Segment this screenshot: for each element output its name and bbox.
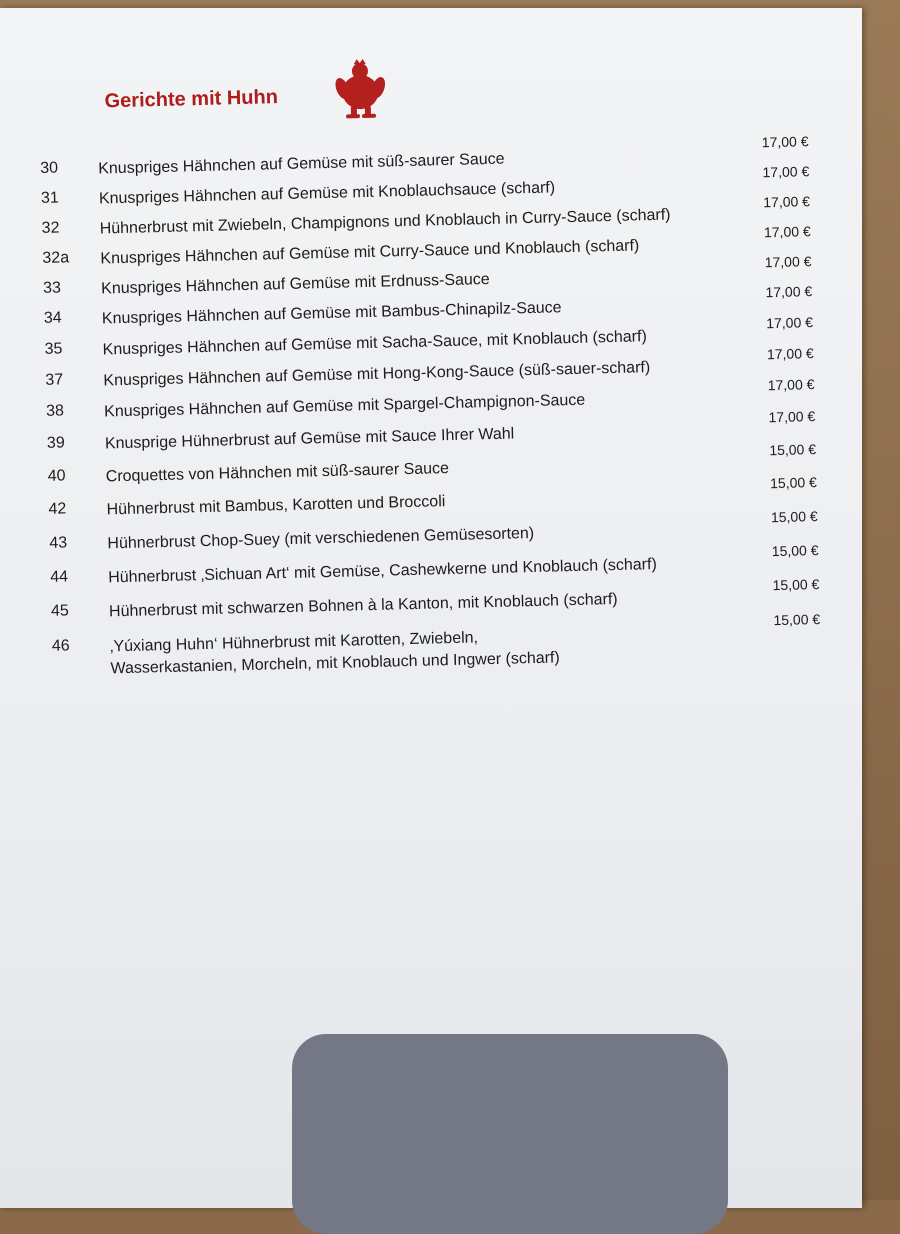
item-price: 17,00 € <box>764 253 812 271</box>
item-price: 17,00 € <box>763 223 811 241</box>
chicken-icon <box>332 57 389 120</box>
item-price: 17,00 € <box>767 376 815 394</box>
item-description: Croquettes von Hähnchen mit süß-saurer Sauce <box>105 460 450 486</box>
item-price: 17,00 € <box>765 283 813 301</box>
item-number: 34 <box>43 309 62 327</box>
item-description: Hühnerbrust Chop-Suey (mit verschiedenen Gemüsesorten) <box>107 524 535 553</box>
item-price: 17,00 € <box>762 163 810 181</box>
item-price: 17,00 € <box>766 345 814 363</box>
item-number: 39 <box>46 434 65 452</box>
item-description: Hühnerbrust mit Bambus, Karotten und Broccoli <box>106 493 446 519</box>
item-description: Hühnerbrust mit schwarzen Bohnen à la Kanton, mit Knoblauch (scharf) <box>108 590 618 621</box>
item-price: 15,00 € <box>771 542 819 560</box>
item-price: 17,00 € <box>768 408 816 426</box>
item-number: 44 <box>50 568 69 586</box>
item-description-line: ‚Yúxiang Huhn‘ Hühnerbrust mit Karotten, Zwiebeln, <box>109 629 479 656</box>
item-price: 15,00 € <box>773 611 821 629</box>
item-description-line: Wasserkastanien, Morcheln, mit Knoblauch und Ingwer (scharf) <box>110 649 560 678</box>
item-description: Hühnerbrust ‚Sichuan Art‘ mit Gemüse, Cashewkerne und Knoblauch (scharf) <box>108 555 658 587</box>
item-number: 32a <box>42 249 70 267</box>
item-description: Knuspriges Hähnchen auf Gemüse mit Spargel-Champignon-Sauce <box>103 391 586 421</box>
item-number: 38 <box>45 402 65 420</box>
item-description: Knuspriges Hähnchen auf Gemüse mit Hong-Kong-Sauce (süß-sauer-scharf) <box>103 359 651 390</box>
item-description: Knusprige Hühnerbrust auf Gemüse mit Sauce Ihrer Wahl <box>104 425 515 453</box>
item-price: 15,00 € <box>769 441 817 459</box>
card-shadow <box>292 1034 728 1234</box>
item-description: Knuspriges Hähnchen auf Gemüse mit Sacha-Sauce, mit Knoblauch (scharf) <box>102 328 648 359</box>
item-number: 43 <box>49 534 68 552</box>
item-price: 15,00 € <box>769 474 818 492</box>
item-price: 17,00 € <box>766 314 814 332</box>
item-number: 40 <box>47 467 66 485</box>
item-number: 30 <box>40 159 59 177</box>
item-price: 15,00 € <box>772 576 820 594</box>
item-description: Knuspriges Hähnchen auf Gemüse mit Bambus-Chinapilz-Sauce <box>101 299 562 328</box>
item-price: 17,00 € <box>761 133 809 151</box>
item-number: 33 <box>42 279 62 297</box>
item-number: 31 <box>40 189 59 207</box>
item-number: 32 <box>41 219 60 237</box>
section-title: Gerichte mit Huhn <box>104 86 279 113</box>
item-description: Hühnerbrust mit Zwiebeln, Champignons und Knoblauch in Curry-Sauce (scharf) <box>99 206 671 238</box>
item-description: Knuspriges Hähnchen auf Gemüse mit Knoblauchsauce (scharf) <box>98 179 556 208</box>
item-number: 37 <box>45 371 64 389</box>
item-price: 17,00 € <box>763 193 811 211</box>
item-number: 35 <box>44 340 63 358</box>
item-price: 15,00 € <box>770 508 818 526</box>
item-number: 46 <box>51 637 70 655</box>
item-description: Knuspriges Hähnchen auf Gemüse mit süß-saurer Sauce <box>98 150 505 178</box>
item-number: 42 <box>48 500 67 518</box>
item-description: Knuspriges Hähnchen auf Gemüse mit Curry-Sauce und Knoblauch (scharf) <box>100 237 640 268</box>
item-number: 45 <box>50 602 70 620</box>
item-description: Knuspriges Hähnchen auf Gemüse mit Erdnuss-Sauce <box>100 270 490 298</box>
